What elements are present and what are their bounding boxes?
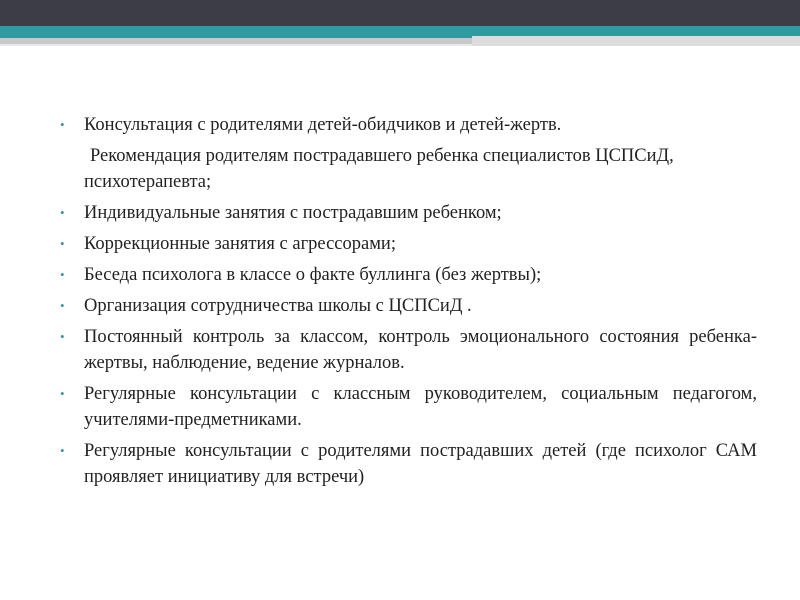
bullet-text: Организация сотрудничества школы с ЦСПСиД . xyxy=(84,296,472,316)
bullet-item-monitoring xyxy=(60,324,757,376)
bullet-text: Рекомендация родителям пострадавшего ребенка специалистов ЦСПСиД, психотерапевта; xyxy=(84,146,674,192)
bullet-text: Регулярные консультации с классным руководителем, социальным педагогом, учителями-предметниками. xyxy=(84,384,757,430)
bullet-text: Коррекционные занятия с агрессорами; xyxy=(84,234,396,254)
bullet-dot-icon: • xyxy=(60,443,65,458)
bullet-item-correction-sessions xyxy=(60,231,757,257)
bullet-item-parents-consultation xyxy=(60,112,757,138)
bullet-dot-icon: • xyxy=(60,298,65,313)
bullet-item-parent-consultations xyxy=(60,438,757,490)
bullet-item-recommendation xyxy=(60,143,757,195)
bullet-item-individual-sessions xyxy=(60,200,757,226)
bullet-dot-icon: • xyxy=(60,386,65,401)
bullet-item-class-talk xyxy=(60,262,757,288)
bullet-text: Индивидуальные занятия с пострадавшим ребенком; xyxy=(84,203,502,223)
bullet-item-cooperation xyxy=(60,293,757,319)
bullet-text: Регулярные консультации с родителями пострадавших детей (где психолог САМ проявляет инициативу для встречи) xyxy=(84,441,757,487)
bullet-text: Консультация с родителями детей-обидчиков и детей-жертв. xyxy=(84,115,562,135)
bullet-dot-icon: • xyxy=(60,236,65,251)
header-light-strip-right xyxy=(472,36,800,46)
header-dark-strip xyxy=(0,0,800,26)
bullet-dot-icon: • xyxy=(60,117,65,132)
bullet-text: Постоянный контроль за классом, контроль эмоционального состояния ребенка-жертвы, наблюдение, ведение журналов. xyxy=(84,327,757,373)
header-band xyxy=(0,0,800,48)
bullet-text: Беседа психолога в классе о факте буллинга (без жертвы); xyxy=(84,265,542,285)
bullet-dot-icon: • xyxy=(60,267,65,282)
header-separator xyxy=(0,44,472,46)
bullet-item-teacher-consultations xyxy=(60,381,757,433)
bullet-list xyxy=(60,112,757,490)
slide-content xyxy=(60,112,757,495)
bullet-dot-icon: • xyxy=(60,329,65,344)
bullet-dot-icon: • xyxy=(60,205,65,220)
